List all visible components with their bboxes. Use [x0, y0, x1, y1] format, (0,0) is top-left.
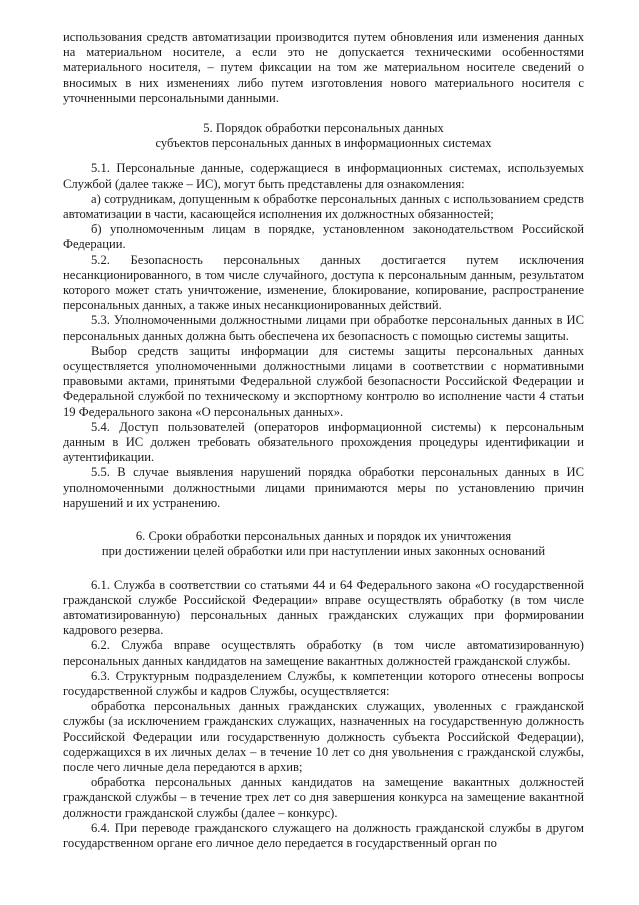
paragraph-5-5: 5.5. В случае выявления нарушений порядка обработки персональных данных в ИС уполномоченными должностными лицами принимаются меры по установлению причин нарушений и их устранению.: [63, 465, 584, 510]
section-6-heading-line-2: при достижении целей обработки или при наступлении иных законных оснований: [101, 544, 546, 559]
paragraph-5-3: 5.3. Уполномоченными должностными лицами при обработке персональных данных в ИС персональных данных должна быть обеспечена их безопасность с помощью системы защиты.: [63, 313, 584, 343]
intro-paragraph: использования средств автоматизации производится путем обновления или изменения данных на материальном носителе, а если это не допускается техническими особенностями материального носителя, – путем фиксации на том же материальном носителе сведений о вносимых в них изменениях либо путем изготовления нового материального носителя с уточненными персональными данными.: [63, 30, 584, 105]
section-6-heading-line-1: 6. Сроки обработки персональных данных и порядок их уничтожения: [135, 529, 512, 544]
paragraph-6-3-dismissed: обработка персональных данных гражданских служащих, уволенных с гражданской службы (за исключением гражданских служащих, назначенных на государственную должность Российской Федерации или государственную должность субъекта Российской Федерации), содержащихся в их личных делах – в течение 10 лет со дня увольнения с гражданской службы, после чего личные дела передаются в архив;: [63, 699, 584, 774]
paragraph-5-2: 5.2. Безопасность персональных данных достигается путем исключения несанкционированного, в том числе случайного, доступа к персональным данным, результатом которого может стать уничтожение, изменение, блокирование, копирование, распространение персональных данных, а также иных несанкционированных действий.: [63, 252, 584, 313]
paragraph-5-4: 5.4. Доступ пользователей (операторов информационной системы) к персональным данным в ИС должен требовать обязательного прохождения процедуры идентификации и аутентификации.: [63, 419, 584, 465]
section-5-heading-line-1: 5. Порядок обработки персональных данных: [203, 121, 444, 136]
paragraph-5-1: 5.1. Персональные данные, содержащиеся в информационных системах, используемых Службой (далее также – ИС), могут быть представлены для ознакомления:: [63, 161, 584, 191]
paragraph-6-3: 6.3. Структурным подразделением Службы, к компетенции которого отнесены вопросы государственной службы и кадров Службы, осуществляется:: [63, 668, 584, 698]
paragraph-6-3-candidates: обработка персональных данных кандидатов на замещение вакантных должностей гражданской службы – в течение трех лет со дня завершения конкурса на замещение вакантной должности гражданской службы (далее – конкурс).: [63, 775, 584, 820]
paragraph-6-4: 6.4. При переводе гражданского служащего на должность гражданской службы в другом государственном органе его личное дело передается в государственный орган по: [63, 820, 584, 850]
paragraph-5-3-protection: Выбор средств защиты информации для системы защиты персональных данных осуществляется уполномоченными должностными лицами в соответствии с нормативными правовыми актами, принятыми Федеральной службой безопасности Российской Федерации и Федеральной службой по техническому и экспортному контролю во исполнение части 4 статьи 19 Федерального закона «О персональных данных».: [63, 343, 584, 419]
paragraph-6-2: 6.2. Служба вправе осуществлять обработку (в том числе автоматизированную) персональных данных кандидатов на замещение вакантных должностей гражданской службы.: [63, 638, 584, 668]
paragraph-5-1-a: а) сотрудникам, допущенным к обработке персональных данных с использованием средств автоматизации в части, касающейся исполнения их должностных обязанностей;: [63, 191, 584, 222]
section-5-heading-line-2: субъектов персональных данных в информационных системах: [155, 136, 492, 151]
paragraph-6-1: 6.1. Служба в соответствии со статьями 44 и 64 Федерального закона «О государственной гражданской службе Российской Федерации» вправе осуществлять обработку (в том числе автоматизированную) персональных данных гражданских служащих при формировании кадрового резерва.: [63, 577, 584, 638]
paragraph-5-1-b: б) уполномоченным лицам в порядке, установленном законодательством Российской Федерации.: [63, 222, 584, 252]
